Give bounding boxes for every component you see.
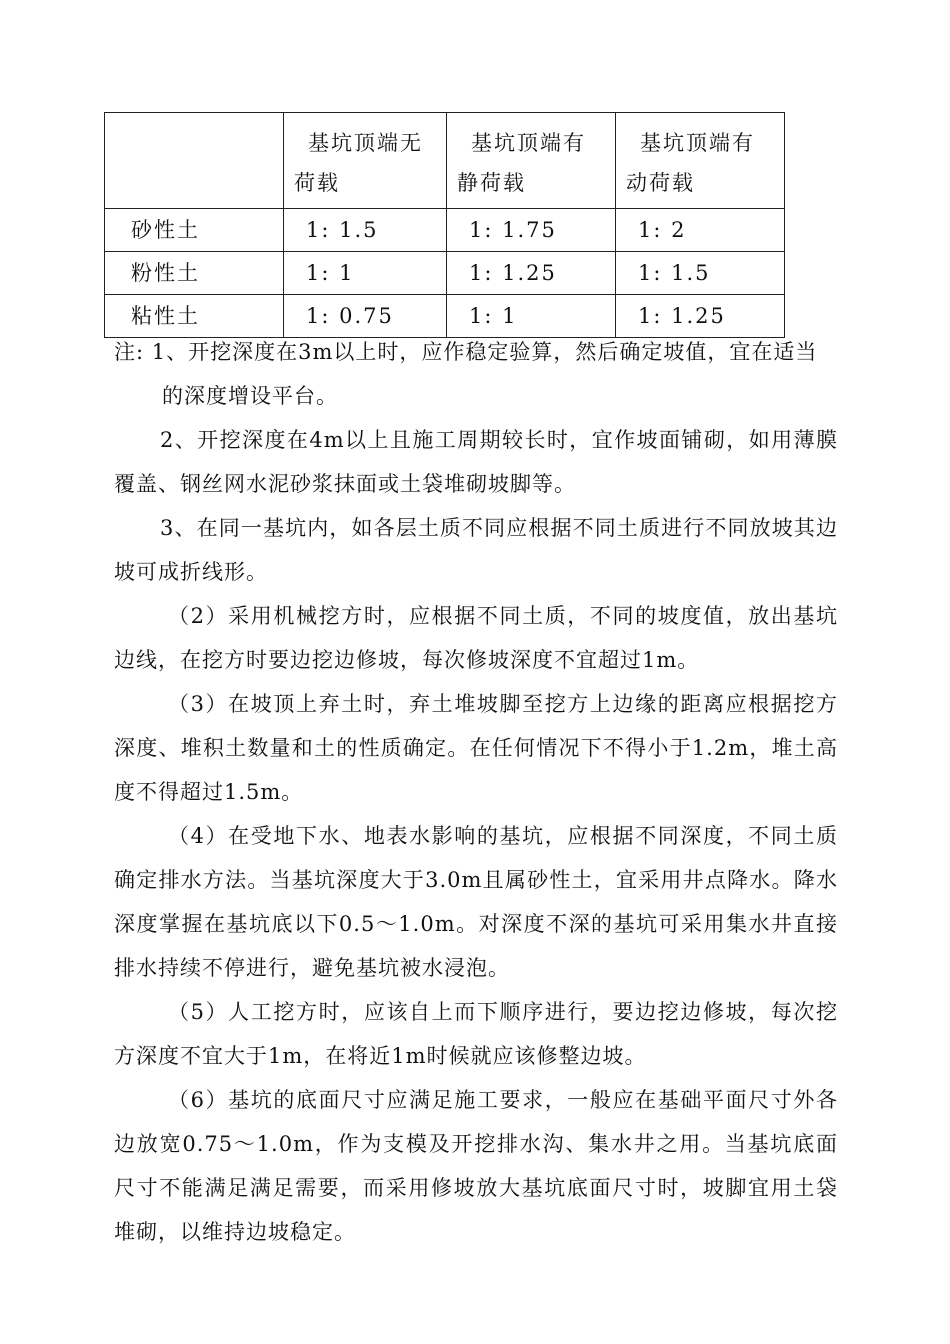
slope-value-cell: 1: 1.75 (447, 209, 616, 252)
slope-ratio-table (104, 112, 785, 338)
slope-value-cell: 1: 2 (616, 209, 785, 252)
table-header-empty (105, 113, 284, 209)
header-line: 静荷载 (457, 171, 526, 195)
paragraph-4: （4）在受地下水、地表水影响的基坑，应根据不同深度，不同土质确定排水方法。当基坑深度大于3.0m且属砂性土，宜采用井点降水。降水深度掌握在基坑底以下0.5～1.0m。对深度不深的基坑可采用集水井直接排水持续不停进行，避免基坑被水浸泡。 (114, 824, 838, 980)
header-line: 荷载 (294, 171, 340, 195)
table-row (105, 252, 785, 295)
soil-type-cell: 粉性土 (105, 252, 284, 295)
document-body (114, 330, 838, 1254)
slope-value-cell: 1: 1.5 (616, 252, 785, 295)
soil-type-cell: 粘性土 (105, 295, 284, 338)
table-header-static-load (447, 113, 616, 209)
paragraph-5: （5）人工挖方时，应该自上而下顺序进行，要边挖边修坡，每次挖方深度不宜大于1m，在将近1m时候就应该修整边坡。 (114, 1000, 838, 1068)
slope-value-cell: 1: 1.25 (447, 252, 616, 295)
paragraph-2: （2）采用机械挖方时，应根据不同土质，不同的坡度值，放出基坑边线，在挖方时要边挖边修坡，每次修坡深度不宜超过1m。 (114, 604, 838, 672)
slope-value-cell: 1: 1.25 (616, 295, 785, 338)
note-3: 3、在同一基坑内，如各层土质不同应根据不同土质进行不同放坡其边坡可成折线形。 (114, 516, 838, 584)
table-header-no-load (284, 113, 447, 209)
slope-value-cell: 1: 0.75 (284, 295, 447, 338)
table-row (105, 209, 785, 252)
note-1-line-1: 注: 1、开挖深度在3m以上时，应作稳定验算，然后确定坡值，宜在适当 (114, 340, 818, 364)
table-header-row (105, 113, 785, 209)
header-line: 基坑顶端有 (471, 131, 586, 155)
header-line: 基坑顶端无 (308, 131, 423, 155)
paragraph-6: （6）基坑的底面尺寸应满足施工要求，一般应在基础平面尺寸外各边放宽0.75～1.0m，作为支模及开挖排水沟、集水井之用。当基坑底面尺寸不能满足满足需要，而采用修坡放大基坑底面尺寸时，坡脚宜用土袋堆砌，以维持边坡稳定。 (114, 1088, 838, 1244)
header-line: 动荷载 (626, 171, 695, 195)
slope-value-cell: 1: 1 (284, 252, 447, 295)
paragraph-3: （3）在坡顶上弃土时，弃土堆坡脚至挖方上边缘的距离应根据挖方深度、堆积土数量和土的性质确定。在任何情况下不得小于1.2m，堆土高度不得超过1.5m。 (114, 692, 838, 804)
note-2: 2、开挖深度在4m以上且施工周期较长时，宜作坡面铺砌，如用薄膜覆盖、钢丝网水泥砂浆抹面或土袋堆砌坡脚等。 (114, 428, 838, 496)
slope-value-cell: 1: 1.5 (284, 209, 447, 252)
header-line: 基坑顶端有 (640, 131, 755, 155)
slope-value-cell: 1: 1 (447, 295, 616, 338)
soil-type-cell: 砂性土 (105, 209, 284, 252)
table-header-dynamic-load (616, 113, 785, 209)
note-1-line-2: 的深度增设平台。 (162, 384, 338, 408)
